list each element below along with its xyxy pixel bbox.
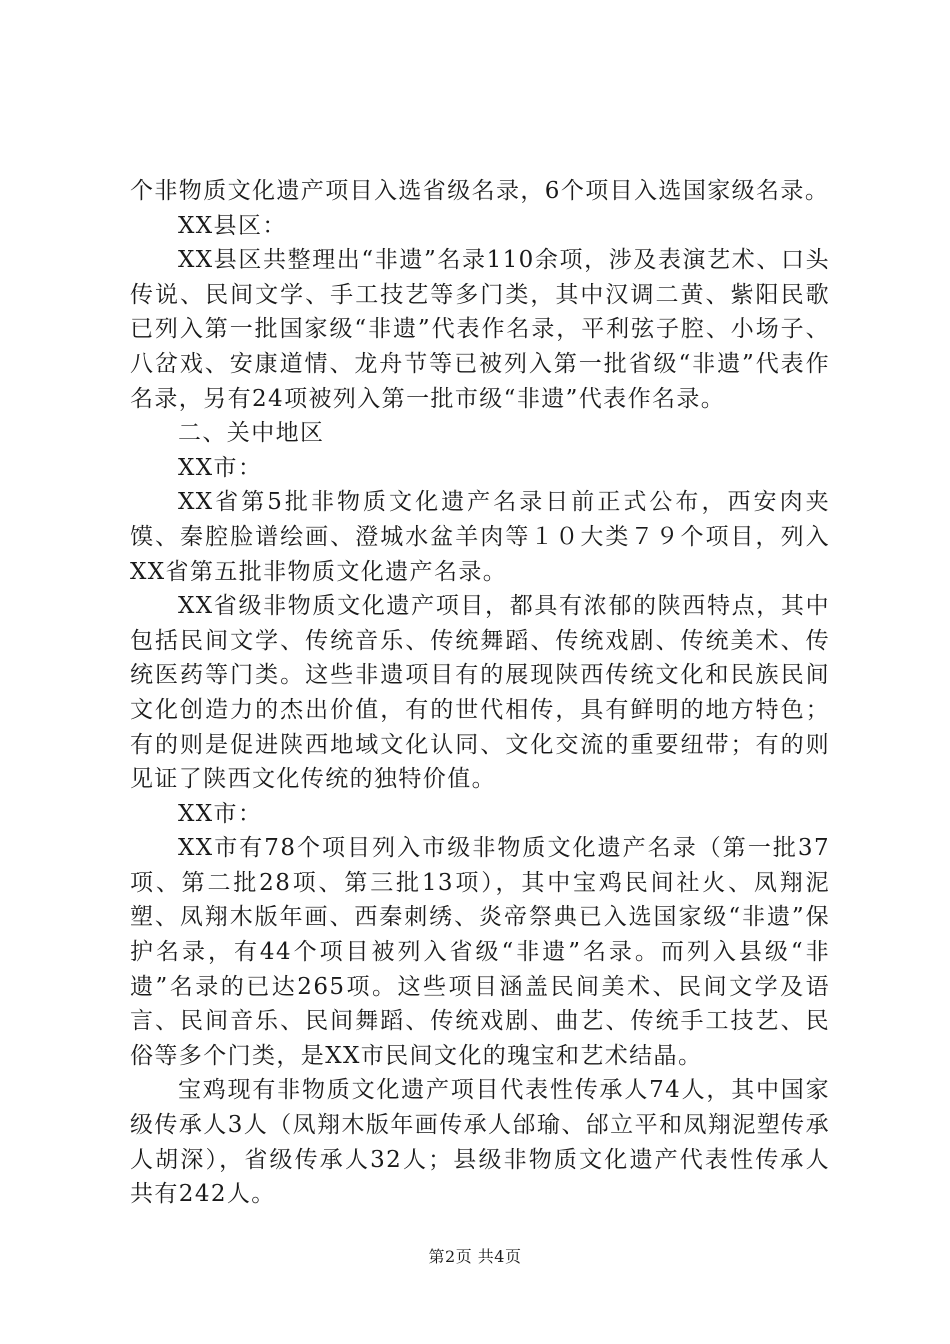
section-heading-city-2: XX市： [178,800,263,827]
page-footer [0,1244,950,1267]
paragraph-county-list: XX县区共整理出“非遗”名录110余项，涉及表演艺术、口头传说、民间文学、手工技艺等多门类，其中汉调二黄、紫阳民歌已列入第一批国家级“非遗”代表作名录，平利弦子腔、小场子、八岔戏、安康道情、龙舟节等已被列入第一批省级“非遗”代表作名录，另有24项被列入第一批市级“非遗”代表作名录。 [130,247,830,412]
section-heading-city-1: XX市： [178,454,263,481]
paragraph-continuation: 个非物质文化遗产项目入选省级名录，6个项目入选国家级名录。 [130,178,830,204]
paragraph-provincial-features: XX省级非物质文化遗产项目，都具有浓郁的陕西特点，其中包括民间文学、传统音乐、传统舞蹈、传统戏剧、传统美术、传统医药等门类。这些非遗项目有的展现陕西传统文化和民族民间文化创造力的杰出价值，有的世代相传，具有鲜明的地方特色；有的则是促进陕西地域文化认同、文化交流的重要纽带；有的则见证了陕西文化传统的独特价值。 [130,593,830,793]
document-body [130,174,830,1212]
paragraph-inheritors: 宝鸡现有非物质文化遗产项目代表性传承人74人，其中国家级传承人3人（凤翔木版年画传承人邰瑜、邰立平和凤翔泥塑传承人胡深），省级传承人32人；县级非物质文化遗产代表性传承人共有242人。 [130,1077,830,1208]
page-number-label: 第2页 共4页 [428,1247,522,1266]
section-heading-county: XX县区： [178,212,287,239]
section-heading-guanzhong: 二、关中地区 [178,420,325,447]
paragraph-fifth-batch: XX省第5批非物质文化遗产名录日前正式公布，西安肉夹馍、秦腔脸谱绘画、澄城水盆羊肉等１０大类７９个项目，列入XX省第五批非物质文化遗产名录。 [130,489,830,585]
paragraph-city-list: XX市有78个项目列入市级非物质文化遗产名录（第一批37项、第二批28项、第三批13项），其中宝鸡民间社火、凤翔泥塑、凤翔木版年画、西秦刺绣、炎帝祭典已入选国家级“非遗”保护名录，有44个项目被列入省级“非遗”名录。而列入县级“非遗”名录的已达265项。这些项目涵盖民间美术、民间文学及语言、民间音乐、民间舞蹈、传统戏剧、曲艺、传统手工技艺、民俗等多个门类，是XX市民间文化的瑰宝和艺术结晶。 [130,835,830,1069]
